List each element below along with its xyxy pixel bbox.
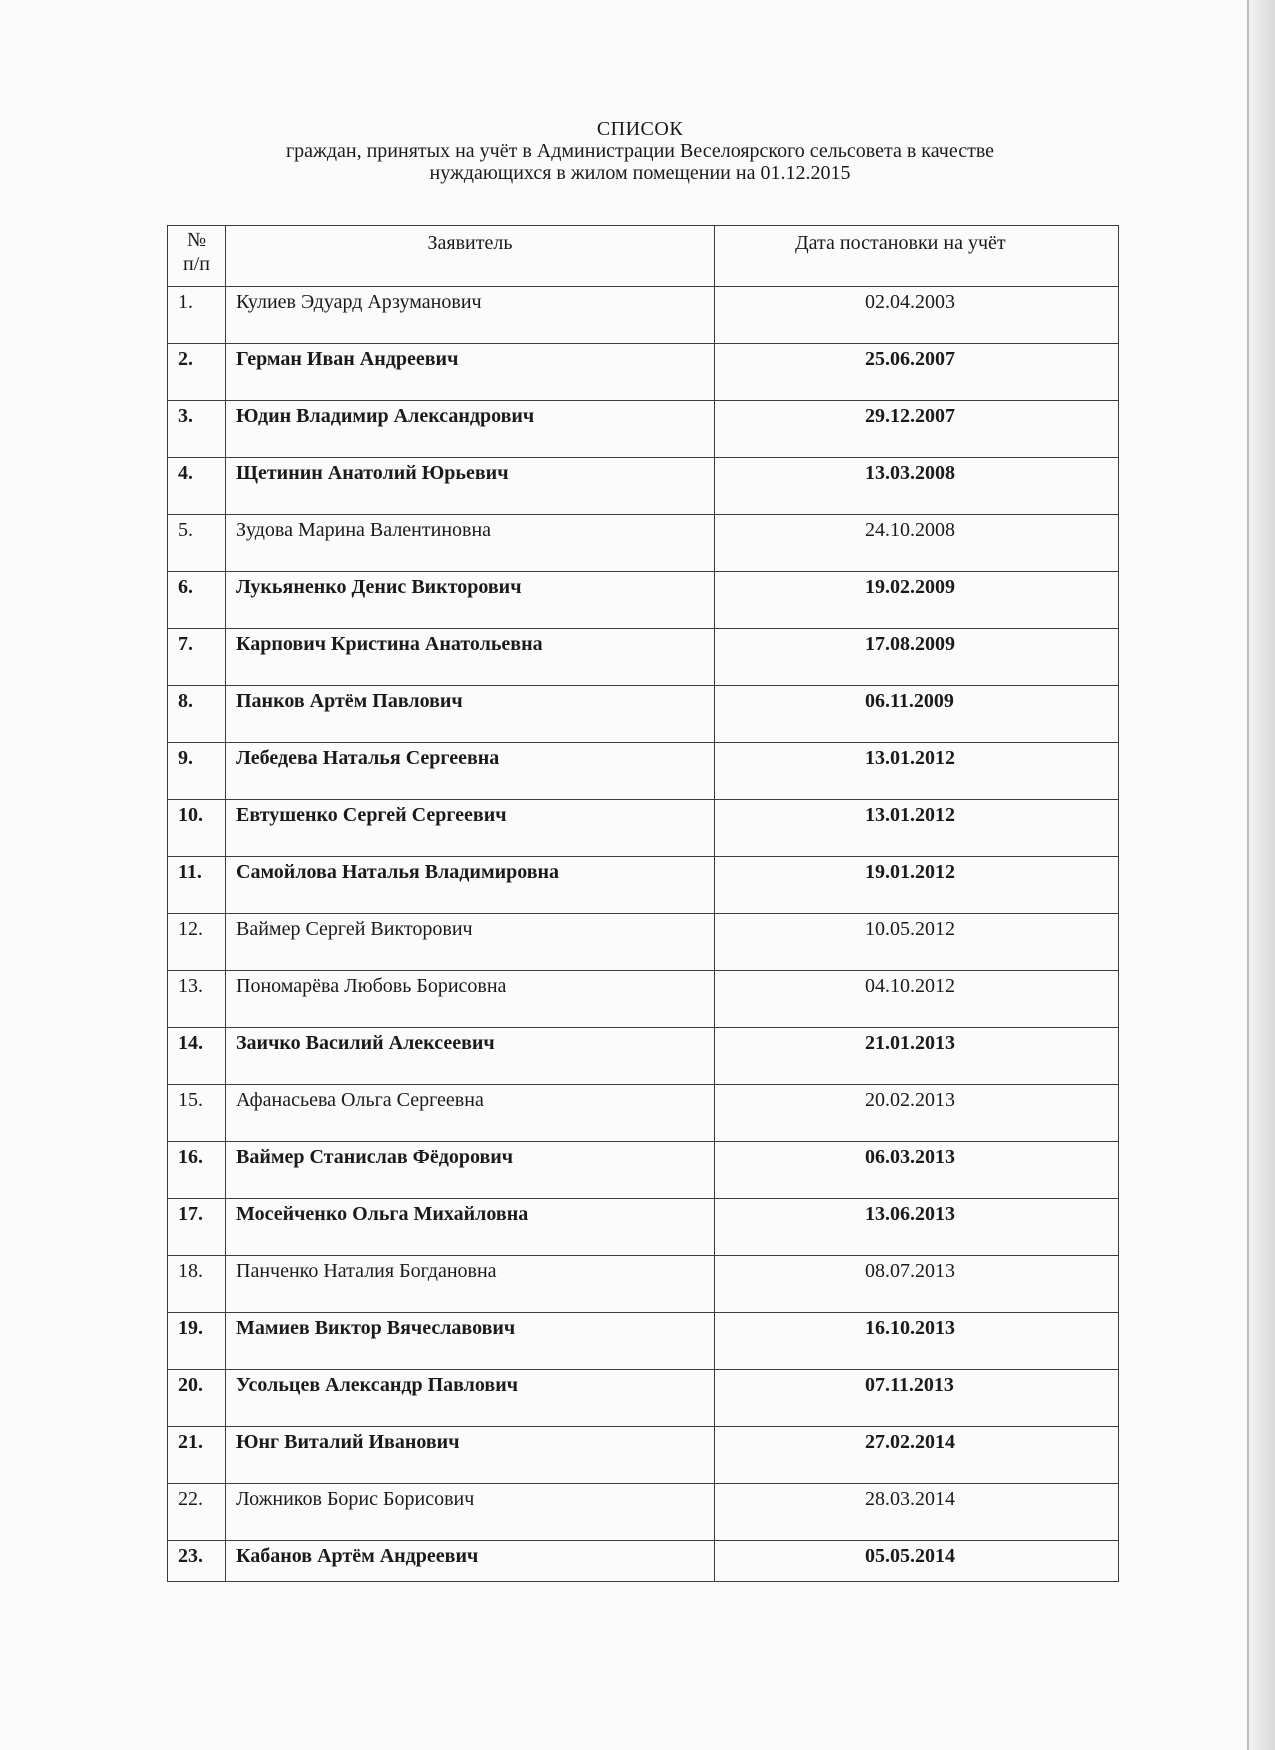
registration-date: 06.11.2009 xyxy=(715,686,1119,743)
table-row xyxy=(168,800,1119,857)
applicant-name: Лебедева Наталья Сергеевна xyxy=(226,743,715,800)
registration-date: 17.08.2009 xyxy=(715,629,1119,686)
applicant-name: Самойлова Наталья Владимировна xyxy=(226,857,715,914)
applicant-name: Лукьяненко Денис Викторович xyxy=(226,572,715,629)
page-edge xyxy=(1247,0,1275,1750)
row-number: 14. xyxy=(168,1028,226,1085)
registration-date: 13.01.2012 xyxy=(715,743,1119,800)
registration-date: 13.06.2013 xyxy=(715,1199,1119,1256)
applicant-name: Пономарёва Любовь Борисовна xyxy=(226,971,715,1028)
document-subtitle-line-2: нуждающихся в жилом помещении на 01.12.2015 xyxy=(429,162,851,184)
row-number: 9. xyxy=(168,743,226,800)
applicant-name: Афанасьева Ольга Сергеевна xyxy=(226,1085,715,1142)
table-row xyxy=(168,287,1119,344)
table-row xyxy=(168,572,1119,629)
column-header-date: Дата постановки на учёт xyxy=(715,226,1119,287)
column-header-number xyxy=(168,226,226,287)
applicant-name: Заичко Василий Алексеевич xyxy=(226,1028,715,1085)
row-number: 16. xyxy=(168,1142,226,1199)
registration-date: 13.01.2012 xyxy=(715,800,1119,857)
table-row xyxy=(168,458,1119,515)
row-number: 8. xyxy=(168,686,226,743)
document-title: СПИСОК xyxy=(596,118,684,140)
table-row xyxy=(168,686,1119,743)
registration-date: 08.07.2013 xyxy=(715,1256,1119,1313)
document-header xyxy=(160,118,1120,184)
row-number: 18. xyxy=(168,1256,226,1313)
registration-date: 27.02.2014 xyxy=(715,1427,1119,1484)
table-row xyxy=(168,515,1119,572)
column-header-number-line-2: п/п xyxy=(183,253,210,275)
row-number: 13. xyxy=(168,971,226,1028)
registration-date: 19.01.2012 xyxy=(715,857,1119,914)
row-number: 2. xyxy=(168,344,226,401)
applicant-name: Карпович Кристина Анатольевна xyxy=(226,629,715,686)
applicant-name: Герман Иван Андреевич xyxy=(226,344,715,401)
registration-date: 10.05.2012 xyxy=(715,914,1119,971)
table-row xyxy=(168,857,1119,914)
row-number: 12. xyxy=(168,914,226,971)
row-number: 5. xyxy=(168,515,226,572)
table-row xyxy=(168,1142,1119,1199)
registration-date: 28.03.2014 xyxy=(715,1484,1119,1541)
table-row xyxy=(168,1541,1119,1582)
applicant-name: Панченко Наталия Богдановна xyxy=(226,1256,715,1313)
applicant-name: Юнг Виталий Иванович xyxy=(226,1427,715,1484)
applicant-name: Кулиев Эдуард Арзуманович xyxy=(226,287,715,344)
applicant-name: Мосейченко Ольга Михайловна xyxy=(226,1199,715,1256)
column-header-number-line-1: № xyxy=(186,229,207,251)
registration-date: 07.11.2013 xyxy=(715,1370,1119,1427)
row-number: 21. xyxy=(168,1427,226,1484)
applicant-name: Панков Артём Павлович xyxy=(226,686,715,743)
row-number: 15. xyxy=(168,1085,226,1142)
applicant-name: Юдин Владимир Александрович xyxy=(226,401,715,458)
table-row xyxy=(168,401,1119,458)
row-number: 19. xyxy=(168,1313,226,1370)
applicant-name: Евтушенко Сергей Сергеевич xyxy=(226,800,715,857)
row-number: 10. xyxy=(168,800,226,857)
table-row xyxy=(168,1427,1119,1484)
row-number: 4. xyxy=(168,458,226,515)
registration-date: 21.01.2013 xyxy=(715,1028,1119,1085)
registration-date: 06.03.2013 xyxy=(715,1142,1119,1199)
table-row xyxy=(168,743,1119,800)
table-row xyxy=(168,1313,1119,1370)
table-row xyxy=(168,629,1119,686)
row-number: 6. xyxy=(168,572,226,629)
registration-date: 02.04.2003 xyxy=(715,287,1119,344)
registration-date: 04.10.2012 xyxy=(715,971,1119,1028)
registration-date: 05.05.2014 xyxy=(715,1541,1119,1582)
table-header-row xyxy=(168,226,1119,287)
row-number: 3. xyxy=(168,401,226,458)
row-number: 11. xyxy=(168,857,226,914)
registration-date: 13.03.2008 xyxy=(715,458,1119,515)
applicants-table xyxy=(167,225,1119,1582)
registration-date: 25.06.2007 xyxy=(715,344,1119,401)
table-row xyxy=(168,971,1119,1028)
table-row xyxy=(168,344,1119,401)
table-row xyxy=(168,1484,1119,1541)
row-number: 7. xyxy=(168,629,226,686)
document-subtitle-line-1: граждан, принятых на учёт в Администрации Веселоярского сельсовета в качестве xyxy=(285,140,995,162)
table-row xyxy=(168,1199,1119,1256)
table-row xyxy=(168,1370,1119,1427)
registration-date: 29.12.2007 xyxy=(715,401,1119,458)
column-header-applicant: Заявитель xyxy=(226,226,715,287)
row-number: 1. xyxy=(168,287,226,344)
applicant-name: Мамиев Виктор Вячеславович xyxy=(226,1313,715,1370)
applicant-name: Кабанов Артём Андреевич xyxy=(226,1541,715,1582)
registration-date: 20.02.2013 xyxy=(715,1085,1119,1142)
row-number: 23. xyxy=(168,1541,226,1582)
applicant-name: Ваймер Станислав Фёдорович xyxy=(226,1142,715,1199)
applicant-name: Усольцев Александр Павлович xyxy=(226,1370,715,1427)
table-body xyxy=(168,287,1119,1582)
applicant-name: Ложников Борис Борисович xyxy=(226,1484,715,1541)
table-row xyxy=(168,1028,1119,1085)
applicant-name: Зудова Марина Валентиновна xyxy=(226,515,715,572)
table-row xyxy=(168,914,1119,971)
registration-date: 24.10.2008 xyxy=(715,515,1119,572)
applicant-name: Щетинин Анатолий Юрьевич xyxy=(226,458,715,515)
row-number: 17. xyxy=(168,1199,226,1256)
table-row xyxy=(168,1256,1119,1313)
registration-date: 19.02.2009 xyxy=(715,572,1119,629)
applicant-name: Ваймер Сергей Викторович xyxy=(226,914,715,971)
row-number: 22. xyxy=(168,1484,226,1541)
registration-date: 16.10.2013 xyxy=(715,1313,1119,1370)
row-number: 20. xyxy=(168,1370,226,1427)
table-row xyxy=(168,1085,1119,1142)
